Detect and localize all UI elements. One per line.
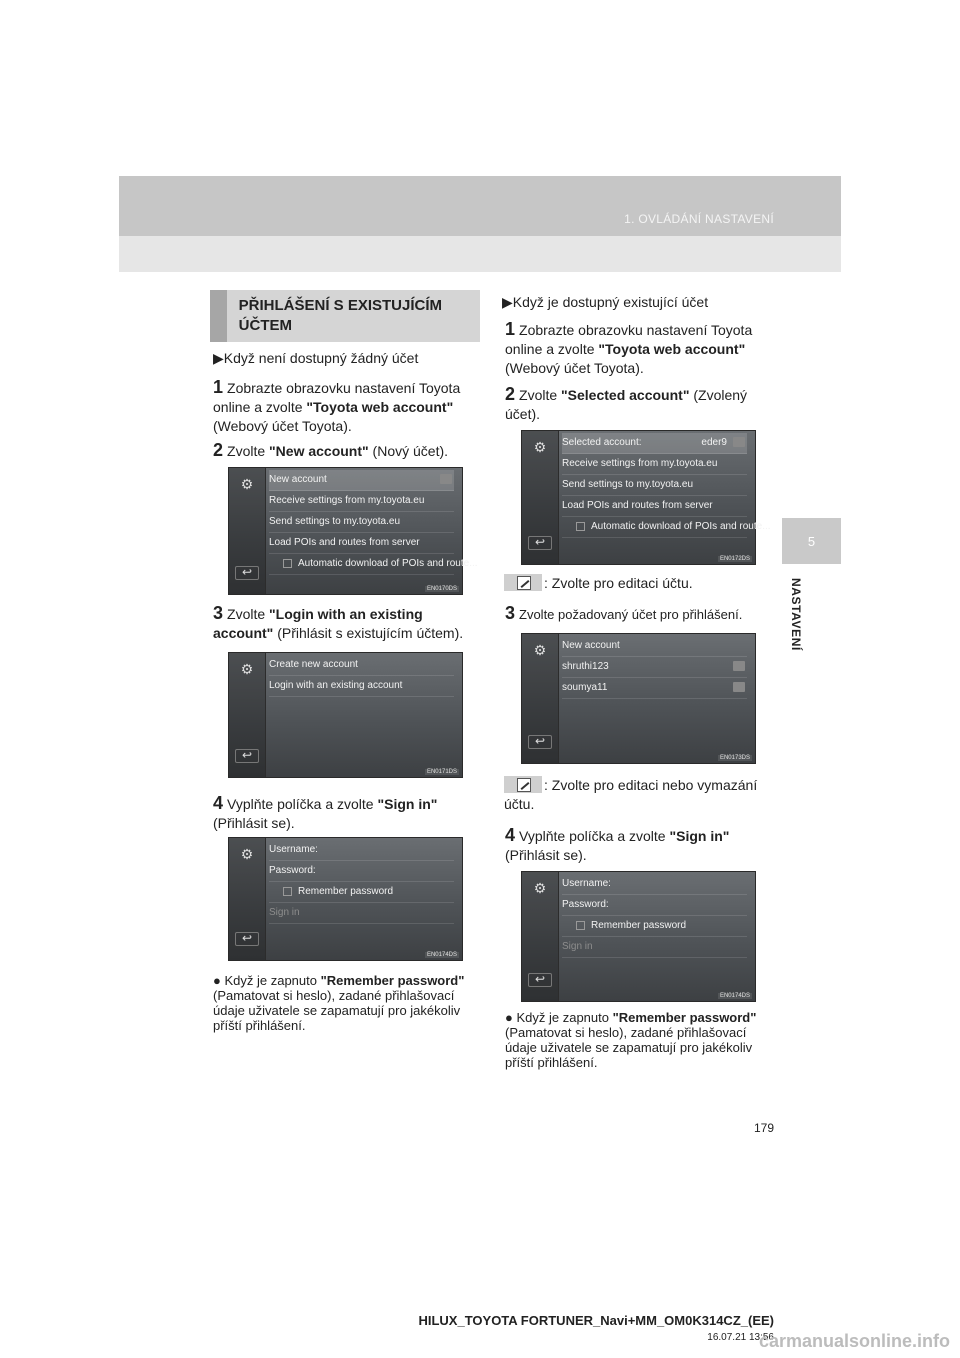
left-step-1: 1 Zobrazte obrazovku nastavení Toyota online a zvolte "Toyota web account" (Webový účet Toyota). xyxy=(213,377,461,434)
settings-icon: ⚙ xyxy=(240,661,254,677)
sign-in-button[interactable]: Sign in xyxy=(269,903,454,924)
figure-code: EN0174DS xyxy=(426,952,457,958)
edit-icon[interactable] xyxy=(733,437,745,447)
remember-password-toggle[interactable]: Remember password xyxy=(269,882,454,903)
menu-item[interactable]: Receive settings from my.toyota.eu xyxy=(269,491,454,512)
checkbox-icon xyxy=(283,559,292,568)
checkbox-icon xyxy=(576,921,585,930)
menu-item[interactable]: Create new account xyxy=(269,655,454,676)
right-step-1: 1 Zobrazte obrazovku nastavení Toyota online a zvolte "Toyota web account" (Webový účet Toyota). xyxy=(505,319,753,376)
checkbox-icon xyxy=(576,522,585,531)
right-edit-note-1: : Zvolte pro editaci účtu. xyxy=(504,574,776,593)
settings-icon: ⚙ xyxy=(533,642,547,658)
menu-item[interactable]: Selected account: eder9 xyxy=(562,433,747,454)
back-icon[interactable]: ↩ xyxy=(235,932,259,946)
edit-icon[interactable] xyxy=(733,682,745,692)
figure-code: EN0174DS xyxy=(719,993,750,999)
watermark: carmanualsonline.info xyxy=(758,1331,950,1351)
figure-code: EN0173DS xyxy=(719,755,750,761)
section-title-text: PŘIHLÁŠENÍ S EXISTUJÍCÍM ÚČTEM xyxy=(238,297,443,334)
chapter-tab xyxy=(782,518,841,564)
password-field[interactable]: Password: xyxy=(562,895,747,916)
remember-password-toggle[interactable]: Remember password xyxy=(562,916,747,937)
chapter-label: NASTAVENÍ xyxy=(789,578,803,651)
menu-item[interactable]: Receive settings from my.toyota.eu xyxy=(562,454,747,475)
figure-code: EN0170DS xyxy=(426,586,457,592)
right-edit-note-2: : Zvolte pro editaci nebo vymazání účtu. xyxy=(504,777,758,812)
settings-icon: ⚙ xyxy=(533,880,547,896)
section-title xyxy=(210,290,480,342)
figure-code: EN0171DS xyxy=(426,769,457,775)
screen-account-list xyxy=(521,633,756,764)
header-subband xyxy=(119,236,841,272)
screen-sign-in xyxy=(228,837,463,961)
back-icon[interactable]: ↩ xyxy=(235,566,259,580)
username-field[interactable]: Username: xyxy=(269,840,454,861)
account-item[interactable]: shruthi123 xyxy=(562,657,747,678)
right-intro: ▶Když je dostupný existující účet xyxy=(502,294,709,310)
page-number: 179 xyxy=(753,1121,774,1135)
menu-item[interactable]: Load POIs and routes from server xyxy=(269,533,454,554)
back-icon[interactable]: ↩ xyxy=(528,973,552,987)
menu-item[interactable]: Load POIs and routes from server xyxy=(562,496,747,517)
left-step-4: 4 Vyplňte políčka a zvolte "Sign in" (Přihlásit se). xyxy=(213,793,438,831)
settings-icon: ⚙ xyxy=(240,846,254,862)
settings-icon: ⚙ xyxy=(240,476,254,492)
memo-icon xyxy=(504,776,542,793)
account-item[interactable]: soumya11 xyxy=(562,678,747,699)
username-field[interactable]: Username: xyxy=(562,874,747,895)
sign-in-button[interactable]: Sign in xyxy=(562,937,747,958)
menu-item[interactable]: New account xyxy=(562,636,747,657)
back-icon[interactable]: ↩ xyxy=(528,536,552,550)
header-band xyxy=(119,176,841,236)
figure-code: EN0172DS xyxy=(719,556,750,562)
chapter-number: 5 xyxy=(807,533,816,549)
left-step-2: 2 Zvolte "New account" (Nový účet). xyxy=(213,440,449,460)
password-field[interactable]: Password: xyxy=(269,861,454,882)
screen-sign-in-right xyxy=(521,871,756,1002)
left-note: ● Když je zapnuto "Remember password" (Pamatovat si heslo), zadané přihlašovací údaje uživatele se zapamatují pro jakékoliv příští přihlášení. xyxy=(213,973,465,1033)
back-icon[interactable]: ↩ xyxy=(235,749,259,763)
menu-item[interactable]: Automatic download of POIs and route... xyxy=(269,554,454,575)
screen-new-account xyxy=(228,467,478,595)
right-step-4: 4 Vyplňte políčka a zvolte "Sign in" (Přihlásit se). xyxy=(505,825,730,863)
timestamp: 16.07.21 13:56 xyxy=(707,1332,774,1343)
screen-selected-account xyxy=(521,430,771,565)
menu-item[interactable]: New account xyxy=(269,470,454,491)
document-id: HILUX_TOYOTA FORTUNER_Navi+MM_OM0K314CZ_(EE) xyxy=(418,1313,774,1328)
menu-item[interactable]: Automatic download of POIs and route... xyxy=(562,517,747,538)
back-icon[interactable]: ↩ xyxy=(528,735,552,749)
left-intro: ▶Když není dostupný žádný účet xyxy=(213,350,419,366)
screen-login-options xyxy=(228,652,463,778)
title-bar xyxy=(210,290,227,342)
menu-item[interactable]: Send settings to my.toyota.eu xyxy=(269,512,454,533)
menu-item[interactable]: Login with an existing account xyxy=(269,676,454,697)
section-header: 1. OVLÁDÁNÍ NASTAVENÍ xyxy=(624,212,774,226)
memo-icon xyxy=(504,574,542,591)
checkbox-icon xyxy=(283,887,292,896)
menu-item[interactable]: Send settings to my.toyota.eu xyxy=(562,475,747,496)
edit-icon[interactable] xyxy=(440,474,452,484)
left-step-3: 3 Zvolte "Login with an existing account" (Přihlásit s existujícím účtem). xyxy=(213,603,464,641)
right-step-2: 2 Zvolte "Selected account" (Zvolený účet). xyxy=(505,384,748,422)
right-step-3: 3 Zvolte požadovaný účet pro přihlášení. xyxy=(505,603,743,623)
edit-icon[interactable] xyxy=(733,661,745,671)
settings-icon: ⚙ xyxy=(533,439,547,455)
right-note: ● Když je zapnuto "Remember password" (Pamatovat si heslo), zadané přihlašovací údaje uživatele se zapamatují pro jakékoliv příští přihlášení. xyxy=(505,1010,757,1070)
